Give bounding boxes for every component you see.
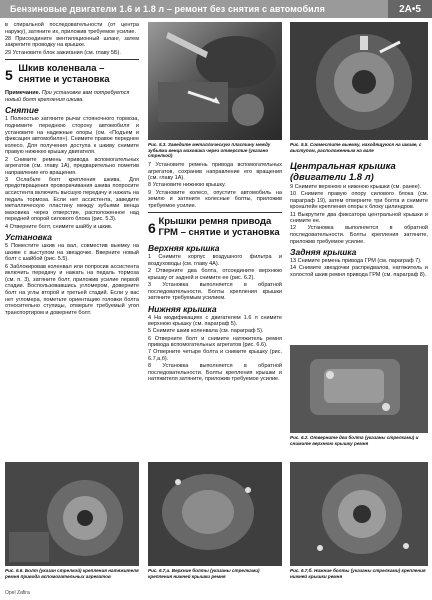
figure-6-7a-photo (148, 462, 282, 566)
page-footer: Opel Zafira (5, 590, 30, 596)
paragraph: 5 Снимите шкив коленвала (см. параграф 5). (148, 328, 264, 335)
note (5, 90, 139, 103)
page-number: 2A•5 (388, 0, 432, 18)
note-text: При установке вам потребуется новый болт крепления шкива. (5, 90, 130, 103)
paragraph: 2 Снимите ремень привода вспомогательных агрегатов (см. главу 1А), предварительно пометив направление его вращения. (5, 156, 139, 176)
column-middle (148, 162, 282, 384)
figure-6-6-photo (5, 462, 139, 566)
figure-caption: Рис. 6.6. Болт (указан стрелкой) крепления натяжителя ремня привода вспомогательных агрегатов (5, 568, 139, 579)
paragraph: 3 Ослабьте болт крепления шкива. Для предотвращения проворачивания шкива попросите ассистента включить высшую передачу и нажать на педаль тормоза. Если нет ассистента, заведите металлическую пластину между зубьями венца маховика через отверстие, расположенное над передней опорой силового блока (рис. 5.3). (5, 176, 139, 223)
section-heading (148, 212, 282, 240)
paragraph: 10 Снимите правую опору силового блока (см. параграф 19), затем отверните три болта и снимите кронштейн крепления опоры к блоку цилиндров. (290, 191, 428, 211)
paragraph: 3 Установка выполняется в обратной последовательности. Болты крепления крышки затяните требуемым усилием. (148, 281, 282, 302)
figure-caption: Рис. 6.2. Отверните два болта (указаны стрелками) и снимите верхнюю крышку ремня (290, 435, 419, 446)
paragraph: 14 Снимите звездочки распредвалов, натяжитель и холостой шкив ремня привода ГРМ (см. параграф 8). (290, 265, 428, 278)
figure-caption: Рис. 5.5. Совместите выемку, находящуюся на шкиве, с выступом, расположенным на вале (290, 142, 422, 153)
paragraph: 12 Установка выполняется в обратной последовательности. Болты крепления затяните, приложив требуемое усилие. (290, 225, 428, 245)
paragraph: 8 Установите нижнюю крышку. (148, 182, 226, 189)
column-right (290, 160, 428, 279)
column-left (5, 22, 139, 317)
paragraph: 9 Установите колесо, опустите автомобиль на землю и затяните колесные болты, приложив требуемое усилие. (148, 189, 282, 209)
figure-caption: Рис. 6.7,б. Нижние болты (указаны стрелками) крепления нижней крышки ремня (290, 568, 426, 579)
paragraph: 1 Полностью затяните рычаг стояночного тормоза, поднимите переднюю сторону автомобиля и установите на надежные опоры (см. «Подъем и фиксация автомобиля»). Снимите правое переднее колесо. Для получения доступа к шкиву снимите правую нижнюю крышку двигателя. (5, 116, 139, 156)
figure-5-5-photo (290, 22, 428, 140)
figure-6-2-photo (290, 345, 428, 433)
figure-6-7a-image (148, 462, 282, 566)
subsection-heading: Задняя крышка (290, 247, 357, 258)
subsection-heading: Центральная крышка (двигатели 1.8 л) (290, 161, 396, 183)
paragraph: 4 На модификациях с двигателем 1.6 л снимите верхнюю крышку (см. параграф 5). (148, 314, 282, 328)
subsection-heading: Верхняя крышка (148, 243, 220, 254)
paragraph: 11 Выкрутите два фиксатора центральной крышки и снимите ее. (290, 211, 428, 225)
paragraph: 29 Установите блок зажигания (см. главу 5Б). (5, 49, 121, 56)
figure-5-3-image (148, 22, 282, 140)
section-heading (5, 59, 139, 87)
subsection-heading: Снятие (5, 105, 39, 116)
figure-caption: Рис. 5.3. Заведите металлическую пластину между зубьями венца маховика через отверстие (указано стрелкой) (148, 142, 271, 159)
note-label: Примечание. (5, 90, 41, 97)
subsection-heading: Установка (5, 232, 52, 243)
paragraph: 7 Установите ремень привода вспомогательных агрегатов, сохранив направление его вращения (см. главу 1А). (148, 162, 282, 182)
paragraph: 1 Снимите корпус воздушного фильтра и воздуховоды (см. главу 4А). (148, 254, 282, 267)
figure-5-3-photo (148, 22, 282, 140)
page-header (0, 0, 432, 18)
paragraph: 7 Отверните четыре болта и снимите крышку (рис. 6.7,а,б). (148, 349, 282, 363)
paragraph: 6 Заблокировав коленвал или попросив ассистента включить передачу и нажать на педаль тормоза (см. п. 3), затяните болт, приложив усилие первой стадии. Воспользовавшись угломером, доверните болт на углы второй и третьей стадий. Если у вас нет угломера, пометьте ориентацию головки болта относительно ступицы, отмерьте требуемый угол транспортиром и доверните болт. (5, 263, 139, 316)
subsection-heading: Нижняя крышка (148, 303, 217, 314)
page-title: Бензиновые двигатели 1.6 и 1.8 л – ремонт без снятия с автомобиля (10, 4, 325, 14)
paragraph: 6 Отверните болт и снимите натяжитель ремня привода вспомогательных агрегатов (рис. 6.6). (148, 335, 282, 349)
figure-6-6-image (5, 462, 139, 566)
paragraph: 13 Снимите ремень привода ГРМ (см. параграф 7). (290, 258, 422, 265)
section-title: Шкив коленвала – снятие и установка (18, 63, 110, 86)
section-number: 6 (148, 220, 156, 237)
paragraph: 4 Отверните болт, снимите шайбу и шкив. (5, 223, 113, 230)
paragraph: 8 Установка выполняется в обратной последовательности. Болты крепления крышки и натяжителя затяните, приложив требуемое усилие. (148, 363, 282, 383)
paragraph: в спиральной последовательности (от центра наружу), затяните их, приложив требуемое усилие. (5, 22, 139, 35)
paragraph: 5 Поместите шкив на вал, совместив выемку на шкиве с выступом на звездочке. Вверните новый болт с шайбой (рис. 5.5). (5, 243, 139, 263)
figure-6-2-image (290, 345, 428, 433)
figure-6-7b-photo (290, 462, 428, 566)
section-title: Крышки ремня привода ГРМ – снятие и установка (158, 216, 280, 239)
section-number: 5 (5, 67, 13, 84)
paragraph: 28 Присоедините вентиляционный шланг, затем закрепите проводку на крышке. (5, 35, 139, 49)
figure-caption: Рис. 6.7,а. Верхние болты (указаны стрелками) крепления нижней крышки ремня (148, 568, 260, 579)
figure-6-7b-image (290, 462, 428, 566)
paragraph: 2 Отверните два болта, отсоедините верхнюю крышку от задней и снимите ее (рис. 6.2). (148, 268, 282, 281)
paragraph: 9 Снимите верхнюю и нижнюю крышки (см. ранее). (290, 184, 422, 190)
figure-5-5-image (290, 22, 428, 140)
